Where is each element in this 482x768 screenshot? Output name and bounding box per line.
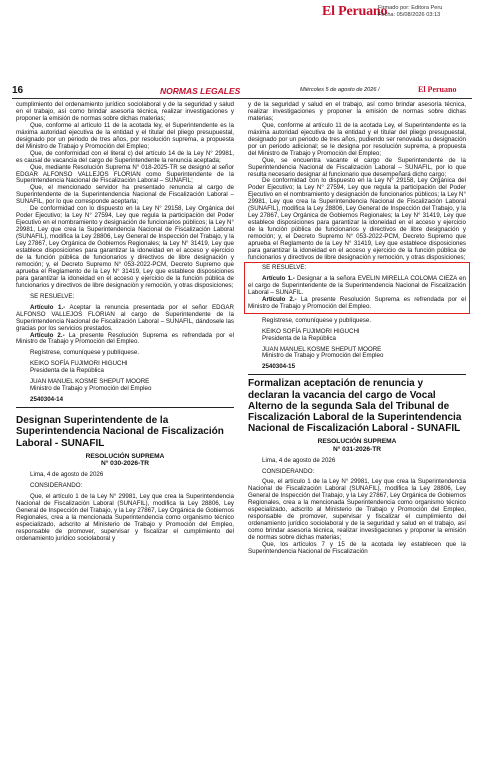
considerando: CONSIDERANDO: [30,481,83,489]
signatory-role: Ministro de Trabajo y Promoción del Empleo [30,385,152,393]
header-logo: El Peruano [418,85,457,94]
paragraph: Que, de conformidad con el literal c) del artículo 14 de la Ley N° 29981, es causal de vacancia del cargo de Superintendente la renuncia aceptada; [16,149,234,164]
divider [16,407,234,408]
el-peruano-logo: El Peruano [322,4,388,19]
se-resuelve: SE RESUELVE: [30,292,75,300]
norm-title: Designan Superintendente de la Superintendencia Nacional de Fiscalización Laboral - SUNAFIL [16,415,224,449]
left-column [16,102,234,543]
signatory-name: JUAN MANUEL KOSME SHEPUT MOORE [262,345,382,353]
article-1 [248,276,466,297]
resolution-number: N° 030-2026-TR [100,460,150,468]
closing-formula: Regístrese, comuníquese y publíquese. [30,349,140,357]
signatory-role: Presidenta de la República [30,367,104,375]
header-date: Miércoles 5 de agosto de 2026 / [300,87,380,93]
article-label: Artículo 2.- [30,331,65,339]
paragraph: Que, el artículo 1 de la Ley N° 29981, Ley que crea la Superintendencia Nacional de Fiscalización Laboral (SUNAFIL), modifica la Ley 28806, Ley General de Inspección del Trabajo, y la Ley 27867, Ley Orgánica de Gobiernos Regionales, crea a la mencionada Superintendencia como organismo técnico especializado, adscrito al Ministerio de Trabajo y Promoción del Empleo, responsable de promover, supervisar y fiscalizar el cumplimiento del ordenamiento jurídico sociolaboral y [16,492,234,542]
resolution-label: RESOLUCIÓN SUPREMA [85,452,165,460]
paragraph: Que, los artículos 7 y 15 de la acotada ley establecen que la Superintendencia Nacional de Fiscalización [248,541,466,555]
signed-date: Fecha: 05/08/2026 03:13 [378,12,441,18]
paragraph: Que, conforme al artículo 11 de la acotada Ley, el Superintendente es la máxima autoridad ejecutiva de la entidad y el titular del pliego presupuestal, designado por un periodo de tres años, pudiendo ser renovada su designación por un periodo adicional; se le designa por resolución suprema, a propuesta del Ministro de Trabajo y Promoción del Empleo; [248,121,466,157]
page-number: 16 [12,85,24,96]
section-title: NORMAS LEGALES [160,86,241,96]
article-text: La presente Resolución Suprema es refrendada por el Ministro de Trabajo y Promoción del Empleo. [16,331,234,346]
paragraph: Que, mediante Resolución Suprema N° 018-2025-TR se designó al señor EDGAR ALFONSO VALLEJOS FLORIAN como Superintendente de la Superintendencia Nacional de Fiscalización Laboral – SUNAFIL; [16,163,234,185]
article-text: Designar a la señora EVELIN MIRELLA COLOMA CIEZA en el cargo de Superintendente de la Superintendencia Nacional de Fiscalización Laboral – SUNAFIL. [248,274,466,296]
document-code: 2540304-14 [30,396,64,404]
article-text: La presente Resolución Suprema es refrendada por el Ministro de Trabajo y Promoción del Empleo. [248,295,466,310]
signatory-role: Presidenta de la República [262,334,336,342]
divider [248,374,466,375]
resolution-number: N° 031-2026-TR [332,445,382,453]
closing-formula: Regístrese, comuníquese y publíquese. [262,316,372,324]
article-1 [16,305,234,333]
paragraph: Que, el mencionado servidor ha presentado renuncia al cargo de Superintendente de la Superintendencia Nacional de Fiscalización Laboral – SUNAFIL, por lo que corresponde aceptarla; [16,184,234,206]
article-text: Aceptar la renuncia presentada por el señor EDGAR ALFONSO VALLEJOS FLORIAN al cargo de Superintendente de la Superintendencia Nacional de Fiscalización Laboral – SUNAFIL, dándosele las gracias por los servicios prestados. [16,303,234,332]
resolution-label: RESOLUCIÓN SUPREMA [317,438,397,446]
signed-by: Firmado por: Editora Peru [378,5,443,11]
article-label: Artículo 2.- [262,295,297,303]
document-code: 2540304-15 [262,363,296,371]
article-2 [16,333,234,347]
signatory-name: KEIKO SOFÍA FUJIMORI HIGUCHI [262,327,360,335]
article-label: Artículo 1.- [262,274,295,282]
page-header [12,86,472,97]
norm-title: Formalizan aceptación de renuncia y declaran la vacancia del cargo de Vocal Alterno de la segunda Sala del Tribunal de Fiscalización Laboral de la Superintendencia Nacional de Fiscalización Laboral - SUNAFIL [248,378,462,435]
signatory-name: KEIKO SOFÍA FUJIMORI HIGUCHI [30,360,128,368]
right-column [248,102,466,556]
digital-signature [378,5,442,19]
paragraph: Que, el artículo 1 de la Ley N° 29981, Ley que crea la Superintendencia Nacional de Fiscalización Laboral (SUNAFIL), modifica la Ley 28806, Ley General de Inspección del Trabajo, y la Ley 27867, Ley Orgánica de Gobiernos Regionales, crea a la mencionada Superintendencia como organismo técnico especializado, adscrito al Ministerio de Trabajo y Promoción del Empleo, responsable de promover, supervisar y fiscalizar el cumplimiento del ordenamiento jurídico sociolaboral y de la seguridad y salud en el trabajo, así como brindar asesoría técnica, realizar investigaciones y proponer la emisión de normas sobre dichas materias; [248,478,466,542]
article-label: Artículo 1.- [30,303,66,311]
place-date: Lima, 4 de agosto de 2026 [262,456,336,464]
paragraph: Que, se encuentra vacante el cargo de Superintendente de la Superintendencia Nacional de Fiscalización Laboral – SUNAFIL, por lo que resulta necesario designar al funcionario que desempeñará dicho cargo; [248,156,466,178]
signatory-name: JUAN MANUEL KOSME SHEPUT MOORE [30,378,150,386]
paragraph: cumplimiento del ordenamiento jurídico sociolaboral y de la seguridad y salud en el trabajo, así como brindar asesoría técnica, realizar investigaciones y proponer la emisión de normas sobre dichas materias; [16,101,234,122]
top-bar [0,0,482,28]
highlighted-articles-box [244,262,470,314]
article-2 [248,297,466,311]
se-resuelve: SE RESUELVE: [262,263,307,271]
paragraph: De conformidad con lo dispuesto en la Ley N° 29158, Ley Orgánica del Poder Ejecutivo; la Ley N° 27594, Ley que regula la participación del Poder Ejecutivo en el nombramiento y designación de funcionarios públicos; la Ley N° 29981, Ley que crea la Superintendencia Nacional de Fiscalización Laboral (SUNAFIL), modifica la Ley 28806, Ley General de Inspección del Trabajo, y la Ley 27867, Ley Orgánica de Gobiernos Regionales; la Ley N° 31419, Ley que establece disposiciones para garantizar la idoneidad en el acceso y ejercicio de la función pública de funcionarios y directivos de libre designación y remoción; y, el Decreto Supremo N° 053-2022-PCM, Decreto Supremo que aprueba el Reglamento de la Ley N° 31419, Ley que establece disposiciones para garantizar la idoneidad en el acceso y ejercicio de la función pública de funcionarios y directivos de libre designación y remoción, y otras disposiciones; [16,205,234,289]
signatory-role: Ministro de Trabajo y Promoción del Empleo [262,352,384,360]
paragraph: y de la seguridad y salud en el trabajo, así como brindar asesoría técnica, realizar investigaciones y proponer la emisión de normas sobre dichas materias; [248,101,466,122]
place-date: Lima, 4 de agosto de 2026 [30,470,104,478]
paragraph: Que, conforme al artículo 11 de la acotada ley, el Superintendente es la máxima autoridad ejecutiva de la entidad y el titular del pliego presupuestal, designado por un periodo de tres años, por resolución suprema, a propuesta del Ministro de Trabajo y Promoción del Empleo; [16,121,234,150]
paragraph: De conformidad con lo dispuesto en la Ley N° 29158, Ley Orgánica del Poder Ejecutivo; la Ley N° 27594, Ley que regula la participación del Poder Ejecutivo en el nombramiento y designación de funcionarios públicos; la Ley N° 29981, Ley que crea la Superintendencia Nacional de Fiscalización Laboral (SUNAFIL), modifica la Ley 28806, Ley General de Inspección del Trabajo, y la Ley 27867, Ley Orgánica de Gobiernos Regionales; la Ley N° 31419, Ley que establece disposiciones para garantizar la idoneidad en el acceso y ejercicio de la función pública de funcionarios y directivos de libre designación y remoción; y, el Decreto Supremo N° 053-2022-PCM, Decreto Supremo que aprueba el Reglamento de la Ley N° 31419, Ley que establece disposiciones para garantizar la idoneidad en el acceso y ejercicio de la función pública de funcionarios y directivos de libre designación y remoción, y otras disposiciones; [248,177,466,261]
considerando: CONSIDERANDO: [262,467,315,475]
header-divider [12,98,472,99]
